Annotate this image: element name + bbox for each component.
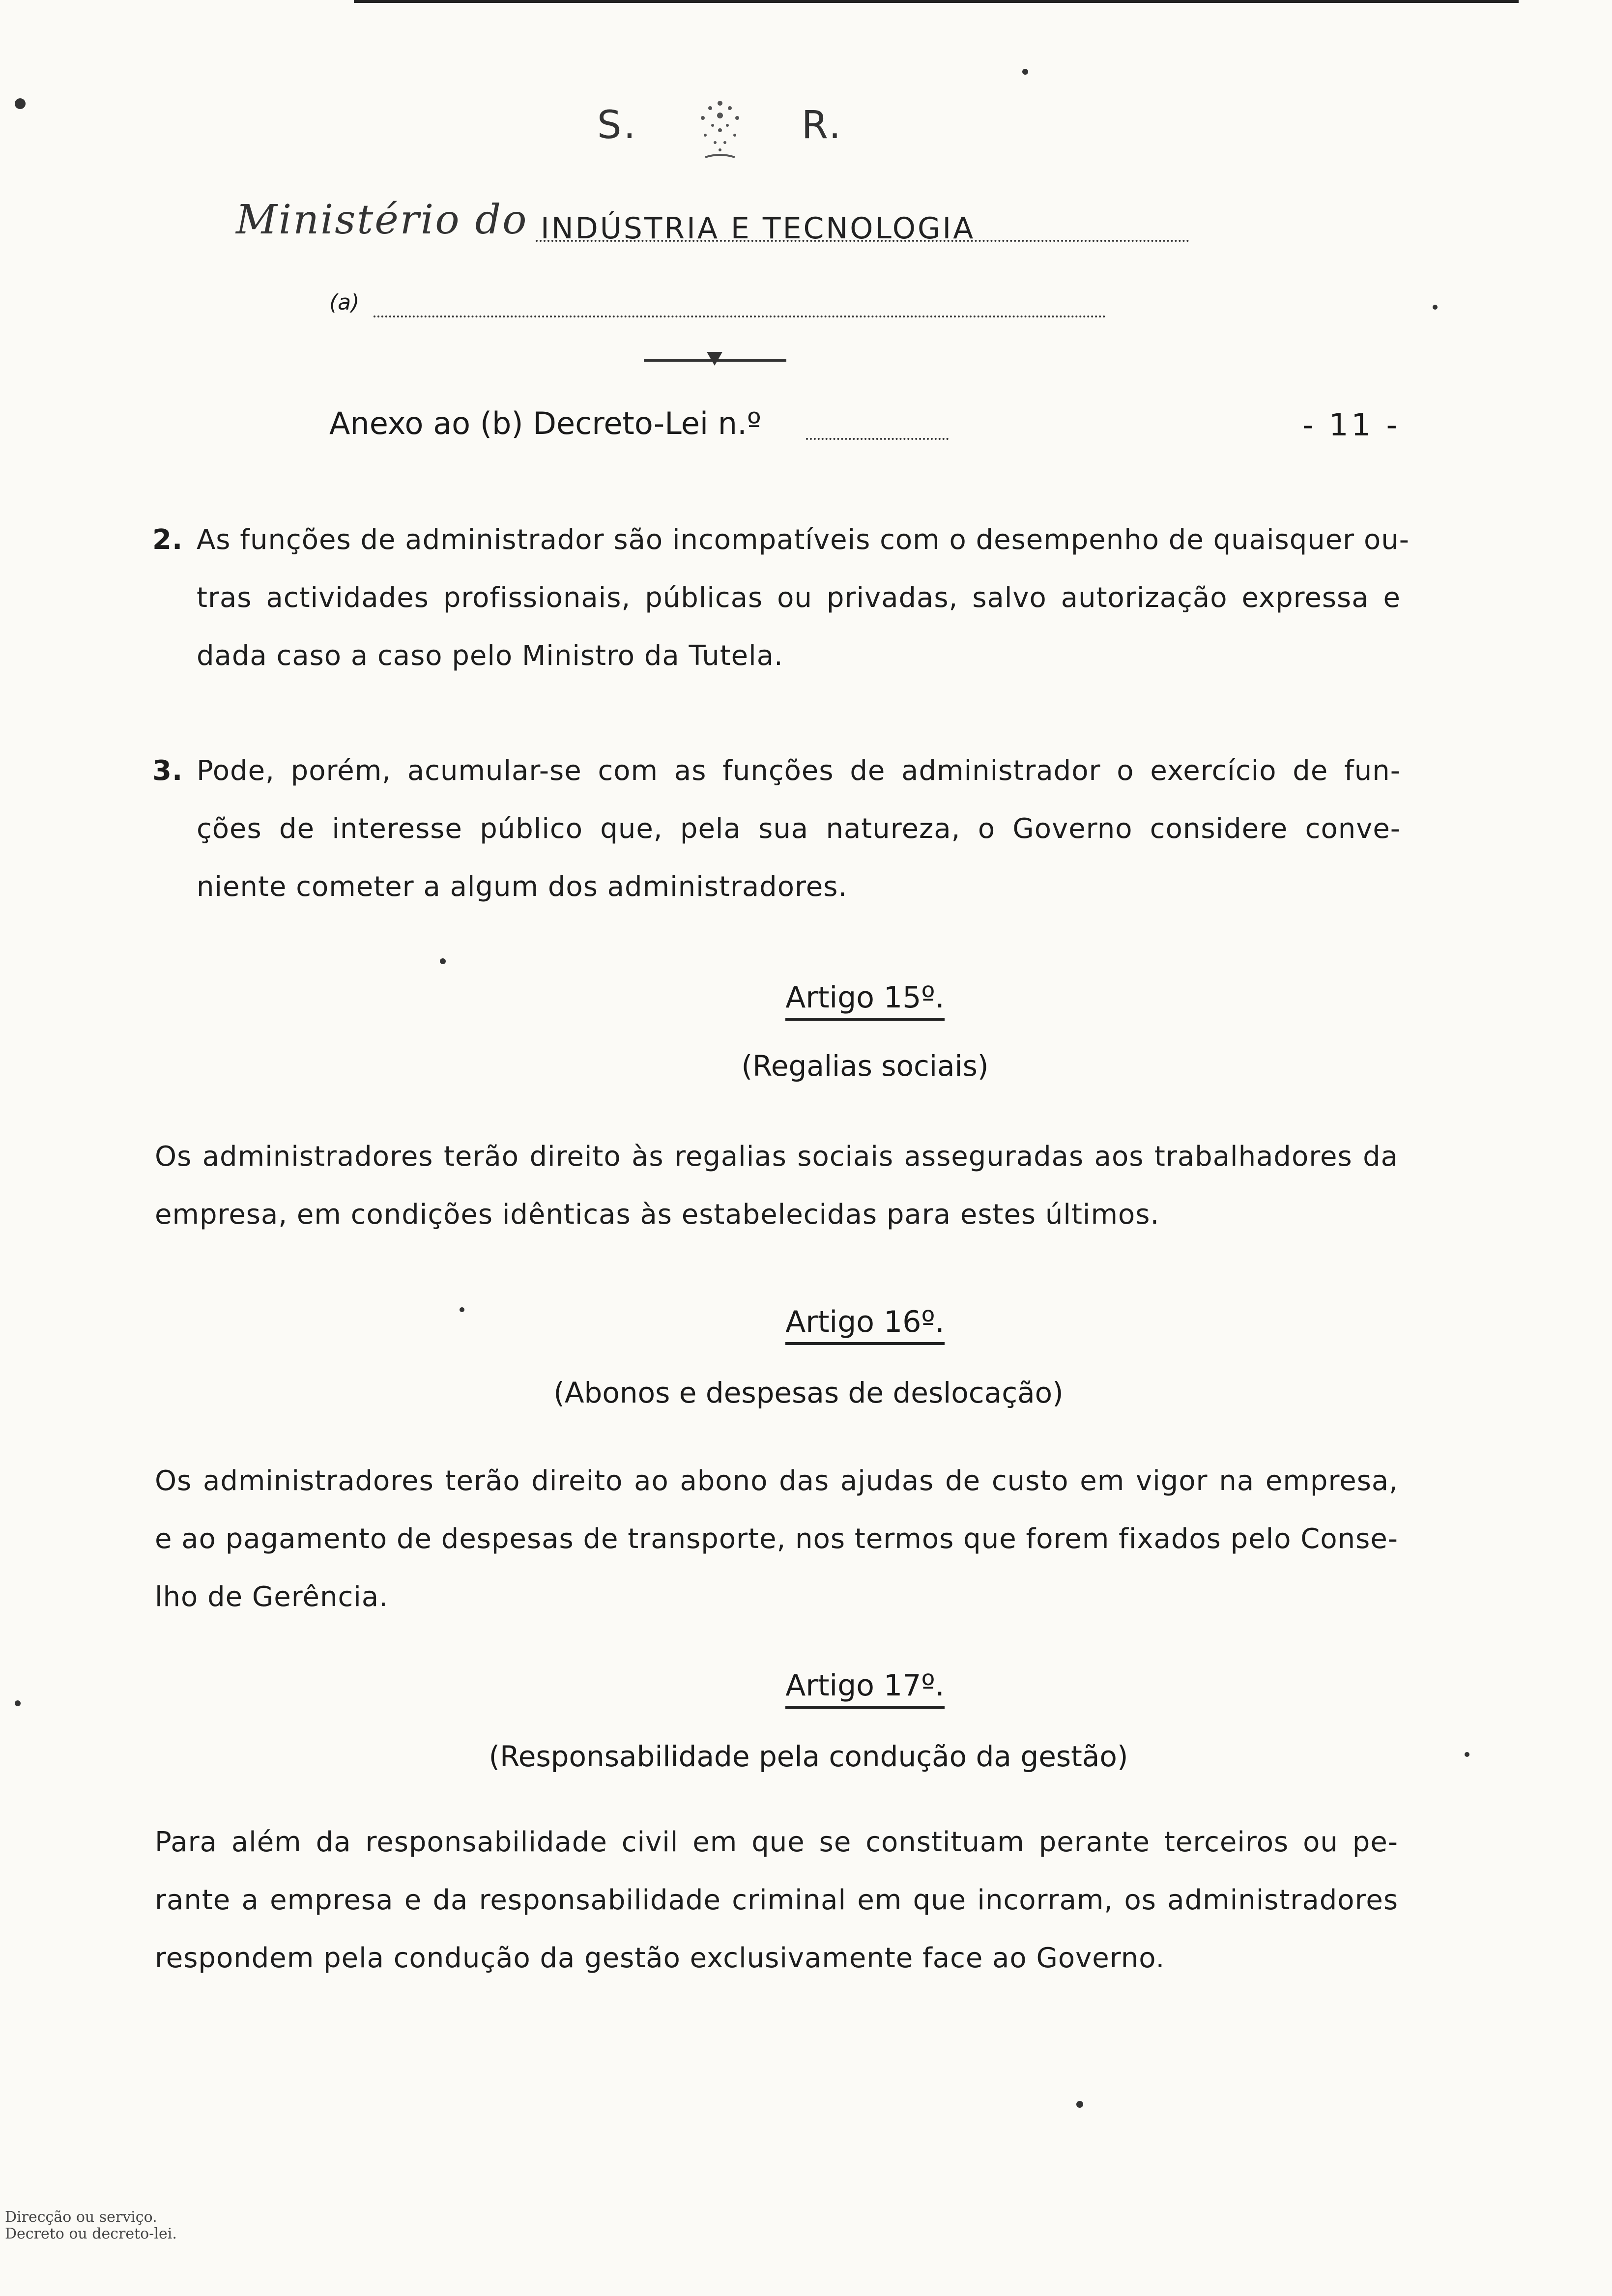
article-title-text: Artigo 17º. [785,1668,944,1709]
divider-arrow-icon [707,352,722,366]
section-number: 2. [152,524,183,556]
scan-speck [1465,1752,1469,1757]
section-line: ções de interesse público que, pela sua natureza, o Governo considere conve- [197,813,1401,845]
article-16-body [155,1452,1398,1626]
article-line: lho de Gerência. [155,1581,388,1613]
footer-line: Decreto ou decreto-lei. [5,2225,177,2242]
article-16-subtitle: (Abonos e despesas de deslocação) [553,1376,1064,1409]
article-17-title [0,1668,1612,1703]
scan-speck [15,98,26,109]
article-17-body [155,1813,1398,1987]
scan-speck [1022,69,1028,75]
article-title-text: Artigo 16º. [785,1305,944,1345]
article-line: empresa, em condições idênticas às estabelecidas para estes últimos. [155,1199,1160,1231]
department-field-marker: (a) [329,290,360,315]
article-16-title [0,1305,1612,1339]
article-17-subtitle: (Responsabilidade pela condução da gestão) [489,1740,1128,1773]
section-line: dada caso a caso pelo Ministro da Tutela. [197,640,783,672]
article-15-subtitle: (Regalias sociais) [741,1049,989,1083]
article-title-text: Artigo 15º. [785,980,944,1021]
section-number: 3. [152,755,183,787]
article-line: respondem pela condução da gestão exclusivamente face ao Governo. [155,1942,1165,1974]
ministry-dotted-line [536,240,1189,242]
emblem-letter-s: S. [597,103,638,147]
scan-speck [460,1307,464,1312]
article-15-title [0,980,1612,1015]
ministry-prefix: Ministério do [236,197,528,243]
ministry-name: INDÚSTRIA E TECNOLOGIA [541,211,976,246]
article-line: e ao pagamento de despesas de transporte, nos termos que forem fixados pelo Conse- [155,1523,1398,1555]
section-line: Pode, porém, acumular-se com as funções de administrador o exercício de fun- [197,755,1401,787]
article-line: rante a empresa e da responsabilidade criminal em que incorram, os administradores [155,1884,1398,1916]
article-15-body [155,1128,1398,1244]
scan-speck [15,1700,21,1706]
article-line: Para além da responsabilidade civil em que se constituam perante terceiros ou pe- [155,1826,1398,1858]
annex-line [329,405,949,450]
ministry-header [236,192,1189,251]
coat-of-arms-icon [666,88,774,167]
emblem-letter-r: R. [801,103,843,147]
top-rule [354,0,1519,3]
department-dotted-line [374,316,1106,317]
department-field [329,290,1106,324]
footer-note [5,2209,177,2242]
annex-dotted-line [806,438,949,440]
article-line: Os administradores terão direito às regalias sociais asseguradas aos trabalhadores da [155,1141,1398,1173]
republic-emblem [597,88,843,167]
scan-speck [440,958,446,964]
annex-label: Anexo ao (b) Decreto-Lei n.º [329,405,762,441]
footer-line: Direcção ou serviço. [5,2209,157,2226]
section-line: As funções de administrador são incompatíveis com o desempenho de quaisquer ou- [197,524,1410,556]
article-line: Os administradores terão direito ao abono das ajudas de custo em vigor na empresa, [155,1465,1398,1497]
scan-speck [1433,305,1438,310]
scan-speck [1076,2101,1083,2108]
section-line: niente cometer a algum dos administradores. [197,871,848,903]
section-line: tras actividades profissionais, públicas ou privadas, salvo autorização expressa e [197,582,1401,614]
page-number: - 11 - [1302,407,1401,443]
